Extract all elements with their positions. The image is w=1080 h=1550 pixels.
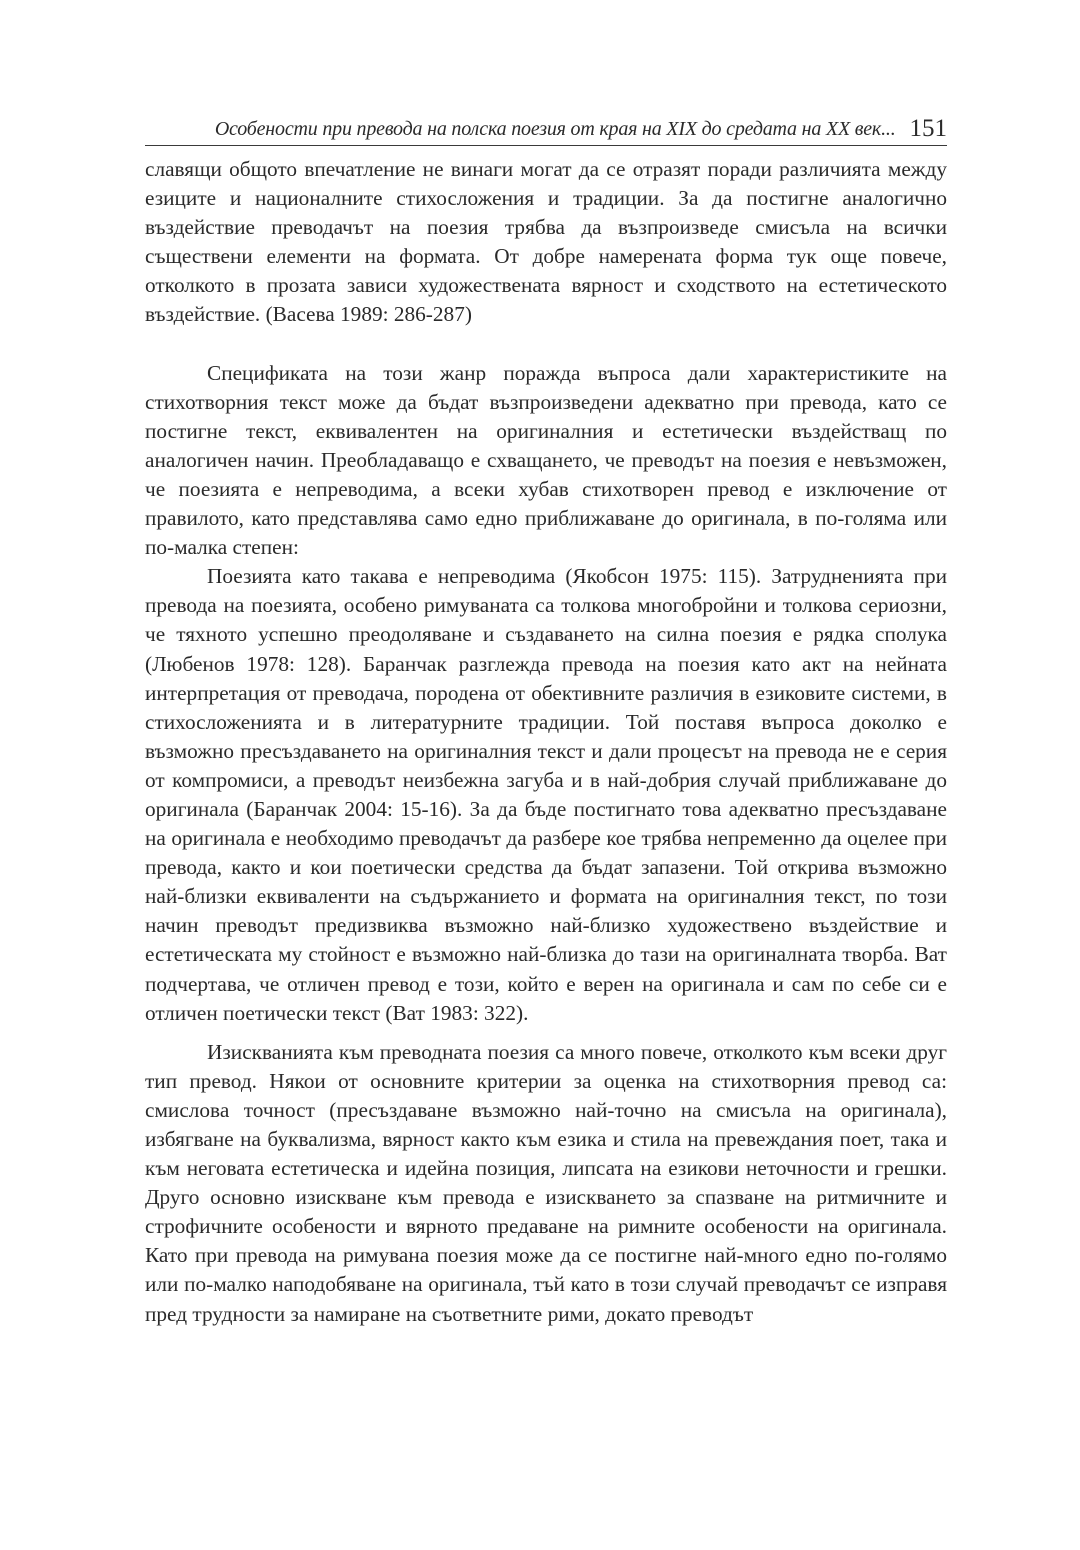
body-text (145, 155, 947, 1329)
page-number: 151 (909, 115, 947, 142)
paragraph-untranslatability: Поезията като такава е непреводима (Якобсон 1975: 115). Затрудненията при превода на поезията, особено римуваната са толкова многобройни и толкова сериозни, че тяхното успешно преодоляване и създаването на силна поезия е рядка сполука (Любенов 1978: 128). Баранчак разглежда превода на поезия като акт на нейната интерпретация от преводача, породена от обективните различия в езиковите системи, в стихосложенията и в литературните традиции. Той поставя въпроса доколко е възможно пресъздаването на оригиналния текст и дали процесът на превода не е серия от компромиси, а преводът неизбежна загуба и в най-добрия случай приближаване до оригинала (Баранчак 2004: 15-16). За да бъде постигнато това адекватно пресъздаване на оригинала е необходимо преводачът да разбере кое трябва непременно да оцелее при превода, както и кои поетически средства да бъдат запазени. Той открива възможно най-близки еквиваленти на съдържанието и формата на оригиналния текст, по този начин преводът предизвиква възможно най-близко художествено въздействие и естетическата му стойност е възможно най-близка до тази на оригиналната творба. Ват подчертава, че отличен превод е този, който е верен на оригинала и сам по себе си е отличен поетически текст (Ват 1983: 322). (145, 564, 947, 1025)
book-page (145, 0, 947, 1550)
paragraph-genre-specifics: Спецификата на този жанр поражда въпроса дали характеристиките на стихотворния текст може да бъдат възпроизведени адекватно при превода, като се постигне текст, еквивалентен на оригиналния и естетически въздействащ по аналогичен начин. Преобладаващо е схващането, че преводът на поезия е невъзможен, че поезията е непреводима, а всеки хубав стихотворен превод е изключение от правилото, като представлява само едно приближаване до оригинала, в по-голяма или по-малка степен: (145, 360, 947, 560)
running-title: Особености при превода на полска поезия от края на XIX до средата на XX век... (214, 118, 896, 140)
paragraph-quote-continuation: славящи общото впечатление не винаги могат да се отразят поради различията между езиците и националните стихосложения и традиции. За да постигне аналогично въздействие преводачът на поезия трябва да възпроизведе смисъла на всички съществени елементи на формата. От добре намерената форма тук още повече, отколкото в прозата зависи художествената вярност и сходството на естетическото въздействие. (Васева 1989: 286-287) (145, 157, 947, 327)
running-header (145, 112, 947, 146)
paragraph-requirements: Изискванията към преводната поезия са много повече, отколкото към всеки друг тип превод. Някои от основните критерии за оценка на стихотворния превод са: смислова точност (пресъздаване възможно най-точно на смисъла на оригинала), избягване на буквализма, вярност както към езика и стила на превеждания поет, така и към неговата естетическа и идейна позиция, липсата на езикови неточности и грешки. Друго основно изискване към превода е изискването за спазване на ритмичните и строфичните особености и вярното предаване на римните особености на оригинала. Като при превода на римувана поезия може да се постигне най-много едно по-голямо или по-малко наподобяване на оригинала, тъй като в този случай преводачът се изправя пред трудности за намиране на съответните рими, докато преводът (145, 1039, 947, 1326)
